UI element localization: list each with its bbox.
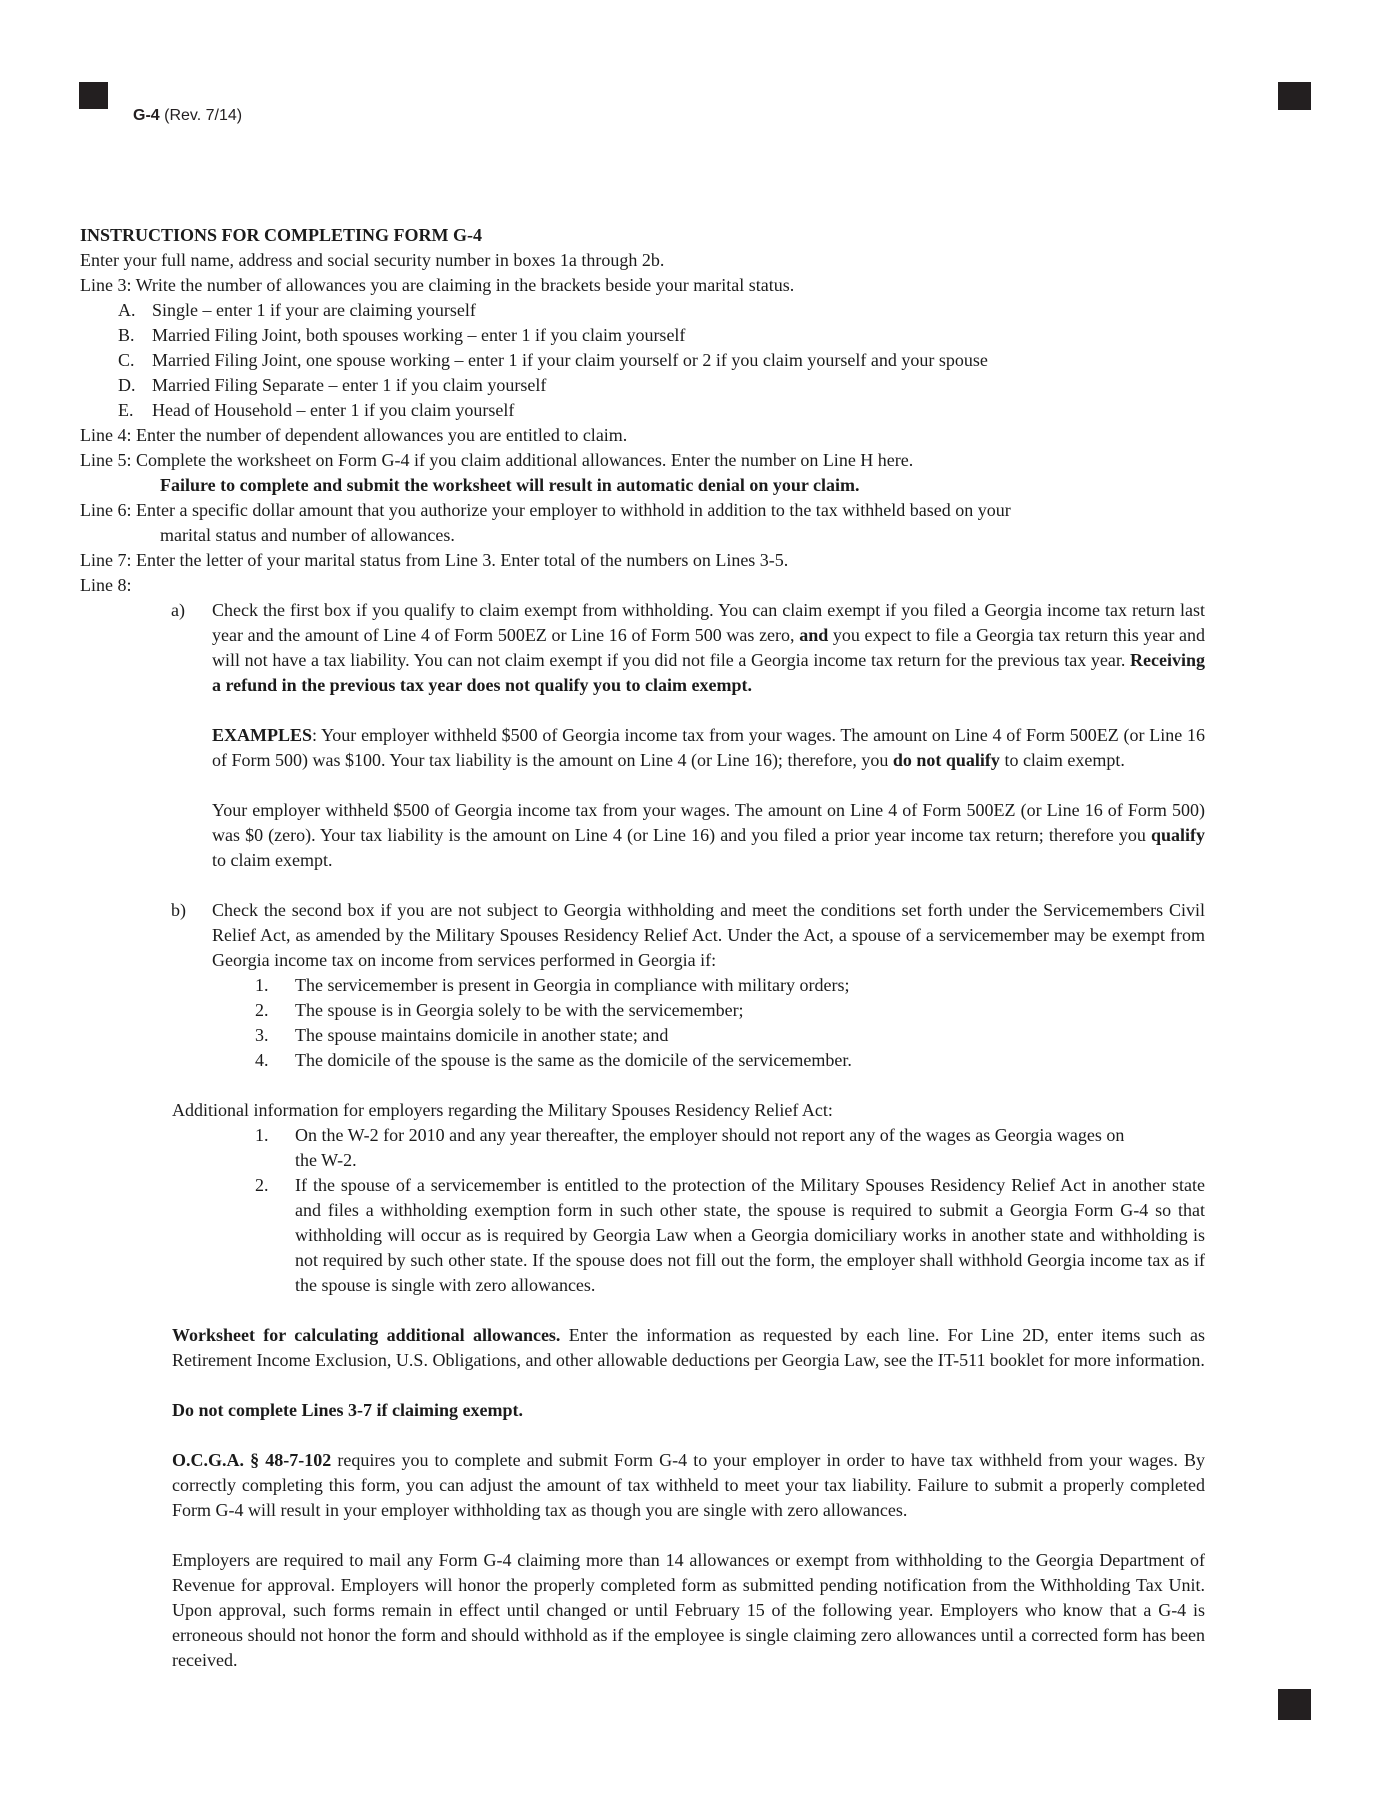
example1-seg2: to claim exempt. [999, 750, 1125, 770]
additional-info-heading: Additional information for employers regarding the Military Spouses Residency Relief Act: [172, 1100, 833, 1120]
condition-item-1 [80, 973, 1205, 998]
registration-square-bottom-right [1278, 1689, 1311, 1720]
additional-item-2 [80, 1173, 1205, 1298]
line5-warning: Failure to complete and submit the worksheet will result in automatic denial on your claim. [160, 475, 860, 495]
line6-instruction: Line 6: Enter a specific dollar amount that you authorize your employer to withhold in addition to the tax withheld based on your [80, 500, 1011, 520]
condition-item-3 [80, 1023, 1205, 1048]
condition-item-2 [80, 998, 1205, 1023]
line3-instruction: Line 3: Write the number of allowances you are claiming in the brackets beside your marital status. [80, 275, 795, 295]
worksheet-paragraph [80, 1323, 1205, 1373]
instructions-title: INSTRUCTIONS FOR COMPLETING FORM G-4 [80, 225, 483, 245]
marital-option-d [80, 373, 1205, 398]
item-a [80, 598, 1205, 698]
exempt-note: Do not complete Lines 3-7 if claiming exempt. [172, 1400, 523, 1420]
example2-bold: qualify [1150, 825, 1205, 845]
form-header [133, 107, 242, 125]
example1-seg1: : Your employer withheld $500 of Georgia income tax from your wages. The amount on Line 4 of Form 500EZ (or Line 16 of Form 500) was $100. Your tax liability is the amount on Line 4 (or Line 16); therefore, you [212, 725, 1205, 770]
condition-number: 1. [255, 975, 269, 995]
marital-option-a [80, 298, 1205, 323]
employers-paragraph: Employers are required to mail any Form G-4 claiming more than 14 allowances or exempt from withholding to the Georgia Department of Revenue for approval. Employers will honor the properly completed form as submitted pending notification from the Withholding Tax Unit. Upon approval, such forms remain in effect until changed or until February 15 of the following year. Employers who know that a G-4 is erroneous should not honor the form and should withhold as if the employee is single claiming zero allowances until a corrected form has been received. [172, 1550, 1205, 1670]
option-text: Married Filing Separate – enter 1 if you claim yourself [152, 375, 547, 395]
item-a-seg1: Check the first box if you qualify to claim exempt from withholding. You can claim exempt if you filed a Georgia income tax return last year and the amount of Line 4 of Form 500EZ or Line 16 of Form 500 was zero, [212, 600, 1205, 645]
condition-number: 3. [255, 1025, 269, 1045]
line6-continuation: marital status and number of allowances. [160, 525, 455, 545]
option-text: Married Filing Joint, both spouses working – enter 1 if you claim yourself [152, 325, 686, 345]
option-text: Head of Household – enter 1 if you claim yourself [152, 400, 515, 420]
marital-option-e [80, 398, 1205, 423]
item-b-marker: b) [171, 900, 186, 920]
line8-label: Line 8: [80, 575, 132, 595]
item-b [80, 898, 1205, 973]
ocga-rest: requires you to complete and submit Form G-4 to your employer in order to have tax withheld from your wages. By correctly completing this form, you can adjust the amount of tax withheld to meet your tax liability. Failure to submit a properly completed Form G-4 will result in your employer withholding tax as though you are single with zero allowances. [172, 1450, 1205, 1520]
item-a-marker: a) [171, 600, 185, 620]
additional-item1-line1: On the W-2 for 2010 and any year thereafter, the employer should not report any of the wages as Georgia wages on [295, 1125, 1125, 1145]
condition-number: 4. [255, 1050, 269, 1070]
example2-seg2: to claim exempt. [212, 850, 333, 870]
option-letter: A. [118, 300, 136, 320]
line5-instruction: Line 5: Complete the worksheet on Form G-4 if you claim additional allowances. Enter the number on Line H here. [80, 450, 914, 470]
option-text: Single – enter 1 if your are claiming yourself [152, 300, 476, 320]
option-letter: C. [118, 350, 135, 370]
additional-item-number: 2. [255, 1175, 269, 1195]
option-letter: E. [118, 400, 134, 420]
marital-option-c [80, 348, 1205, 373]
item-a-bold-and: and [799, 625, 829, 645]
additional-item-text: If the spouse of a servicemember is entitled to the protection of the Military Spouses Residency Relief Act in another state and files a withholding exemption form in such other state, the spouse is required to submit a Georgia Form G-4 so that withholding will occur as is required by Georgia Law when a Georgia domiciliary works in another state and withholding is not required by such other state. If the spouse does not fill out the form, the employer shall withhold Georgia income tax as if the spouse is single with zero allowances. [295, 1175, 1205, 1295]
examples-paragraph-2 [80, 798, 1205, 873]
registration-square-top-left [79, 82, 108, 109]
marital-option-b [80, 323, 1205, 348]
additional-item-1 [80, 1123, 1205, 1173]
condition-text: The domicile of the spouse is the same as the domicile of the servicemember. [295, 1050, 852, 1070]
condition-text: The servicemember is present in Georgia in compliance with military orders; [295, 975, 850, 995]
additional-item1-line2: the W-2. [295, 1150, 357, 1170]
item-b-text: Check the second box if you are not subject to Georgia withholding and meet the conditions set forth under the Servicemembers Civil Relief Act, as amended by the Military Spouses Residency Relief Act. Under the Act, a spouse of a servicemember may be exempt from Georgia income tax on income from services performed in Georgia if: [212, 900, 1205, 970]
examples-paragraph-1 [80, 723, 1205, 773]
option-letter: B. [118, 325, 135, 345]
registration-square-top-right [1278, 82, 1311, 110]
additional-item-text [80, 1123, 1205, 1173]
item-a-bold-refund: Receiving a refund in the previous tax year does not qualify you to claim exempt. [212, 650, 1205, 695]
condition-item-4 [80, 1048, 1205, 1073]
form-revision: (Rev. 7/14) [159, 107, 243, 124]
additional-item-number: 1. [255, 1125, 269, 1145]
examples-label: EXAMPLES [212, 725, 313, 745]
line7-instruction: Line 7: Enter the letter of your marital status from Line 3. Enter total of the numbers on Lines 3-5. [80, 550, 789, 570]
ocga-citation: O.C.G.A. § 48-7-102 [172, 1450, 332, 1470]
item-a-text [80, 598, 1205, 698]
condition-text: The spouse maintains domicile in another state; and [295, 1025, 669, 1045]
intro-line: Enter your full name, address and social security number in boxes 1a through 2b. [80, 250, 665, 270]
option-text: Married Filing Joint, one spouse working – enter 1 if your claim yourself or 2 if you claim yourself and your spouse [152, 350, 988, 370]
worksheet-rest: Enter the information as requested by each line. For Line 2D, enter items such as Retirement Income Exclusion, U.S. Obligations, and other allowable deductions per Georgia Law, see the IT-511 booklet for more information. [172, 1325, 1205, 1370]
ocga-paragraph [80, 1448, 1205, 1523]
condition-text: The spouse is in Georgia solely to be with the servicemember; [295, 1000, 744, 1020]
worksheet-bold-lead: Worksheet for calculating additional allowances. [172, 1325, 561, 1345]
form-code: G-4 [133, 107, 160, 124]
condition-number: 2. [255, 1000, 269, 1020]
line4-instruction: Line 4: Enter the number of dependent allowances you are entitled to claim. [80, 425, 628, 445]
instructions-body [80, 223, 1205, 1673]
example1-bold: do not qualify [892, 750, 1000, 770]
option-letter: D. [118, 375, 136, 395]
example2-seg1: Your employer withheld $500 of Georgia income tax from your wages. The amount on Line 4 of Form 500EZ (or Line 16 of Form 500) was $0 (zero). Your tax liability is the amount on Line 4 (or Line 16) and you filed a prior year income tax return; therefore you [212, 800, 1205, 845]
item-a-seg2: you expect to file a Georgia tax return this year and will not have a tax liability. You can not claim exempt if you did not file a Georgia income tax return for the previous tax year. [212, 625, 1206, 670]
